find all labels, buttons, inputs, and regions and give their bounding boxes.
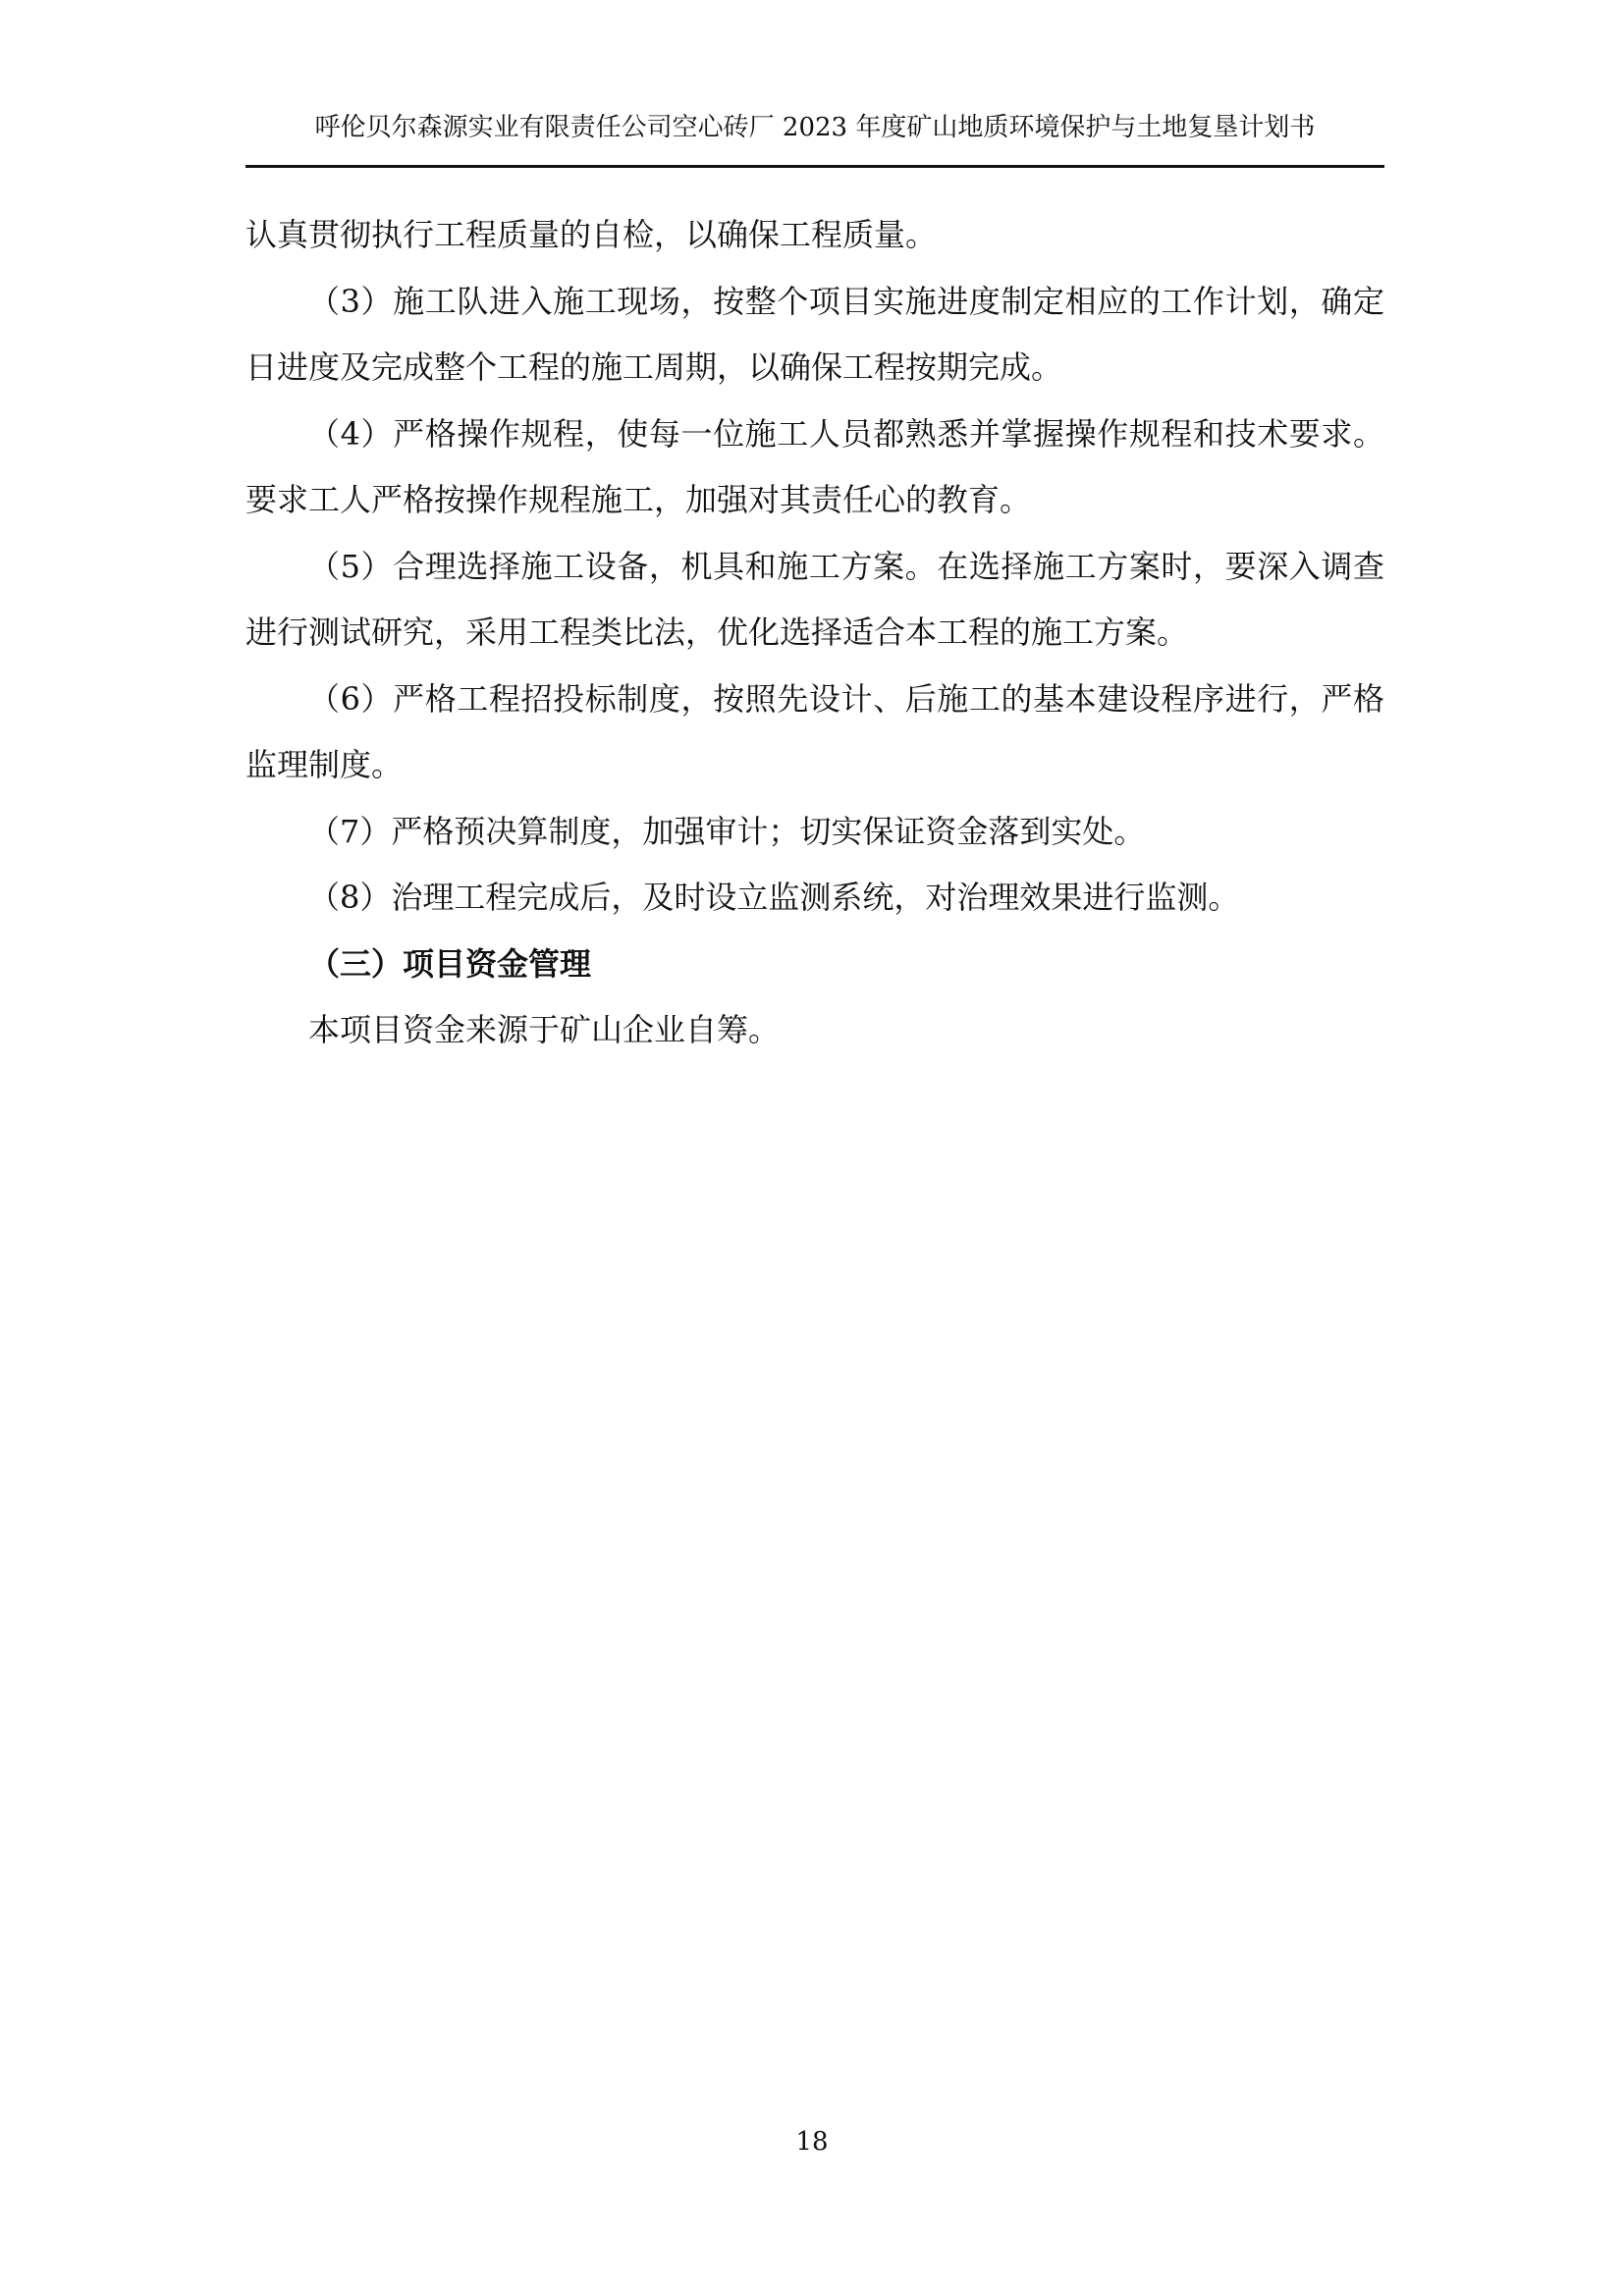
paragraph-continuation: 认真贯彻执行工程质量的自检，以确保工程质量。 <box>245 216 938 253</box>
paragraph-item-7: （7）严格预决算制度，加强审计；切实保证资金落到实处。 <box>308 812 1146 850</box>
section-heading: （三）项目资金管理 <box>308 944 592 983</box>
paragraph-item-6: （6）严格工程招投标制度，按照先设计、后施工的基本建设程序进行，严格监理制度。 <box>245 679 1384 783</box>
paragraph-item-8: （8）治理工程完成后，及时设立监测系统，对治理效果进行监测。 <box>308 879 1240 916</box>
header-rule <box>245 165 1384 168</box>
paragraph-item-3: （3）施工队进入施工现场，按整个项目实施进度制定相应的工作计划，确定日进度及完成整个工程的施工周期，以确保工程按期完成。 <box>245 282 1384 386</box>
page-number: 18 <box>795 2127 829 2157</box>
running-header: 呼伦贝尔森源实业有限责任公司空心砖厂 2023 年度矿山地质环境保护与土地复垦计划书 <box>314 113 1316 142</box>
document-body <box>245 202 1384 1064</box>
paragraph-item-4: （4）严格操作规程，使每一位施工人员都熟悉并掌握操作规程和技术要求。要求工人严格按操作规程施工，加强对其责任心的教育。 <box>245 414 1384 518</box>
paragraph-funding: 本项目资金来源于矿山企业自筹。 <box>308 1011 781 1048</box>
paragraph-item-5: （5）合理选择施工设备，机具和施工方案。在选择施工方案时，要深入调查进行测试研究，采用工程类比法，优化选择适合本工程的施工方案。 <box>245 547 1384 651</box>
